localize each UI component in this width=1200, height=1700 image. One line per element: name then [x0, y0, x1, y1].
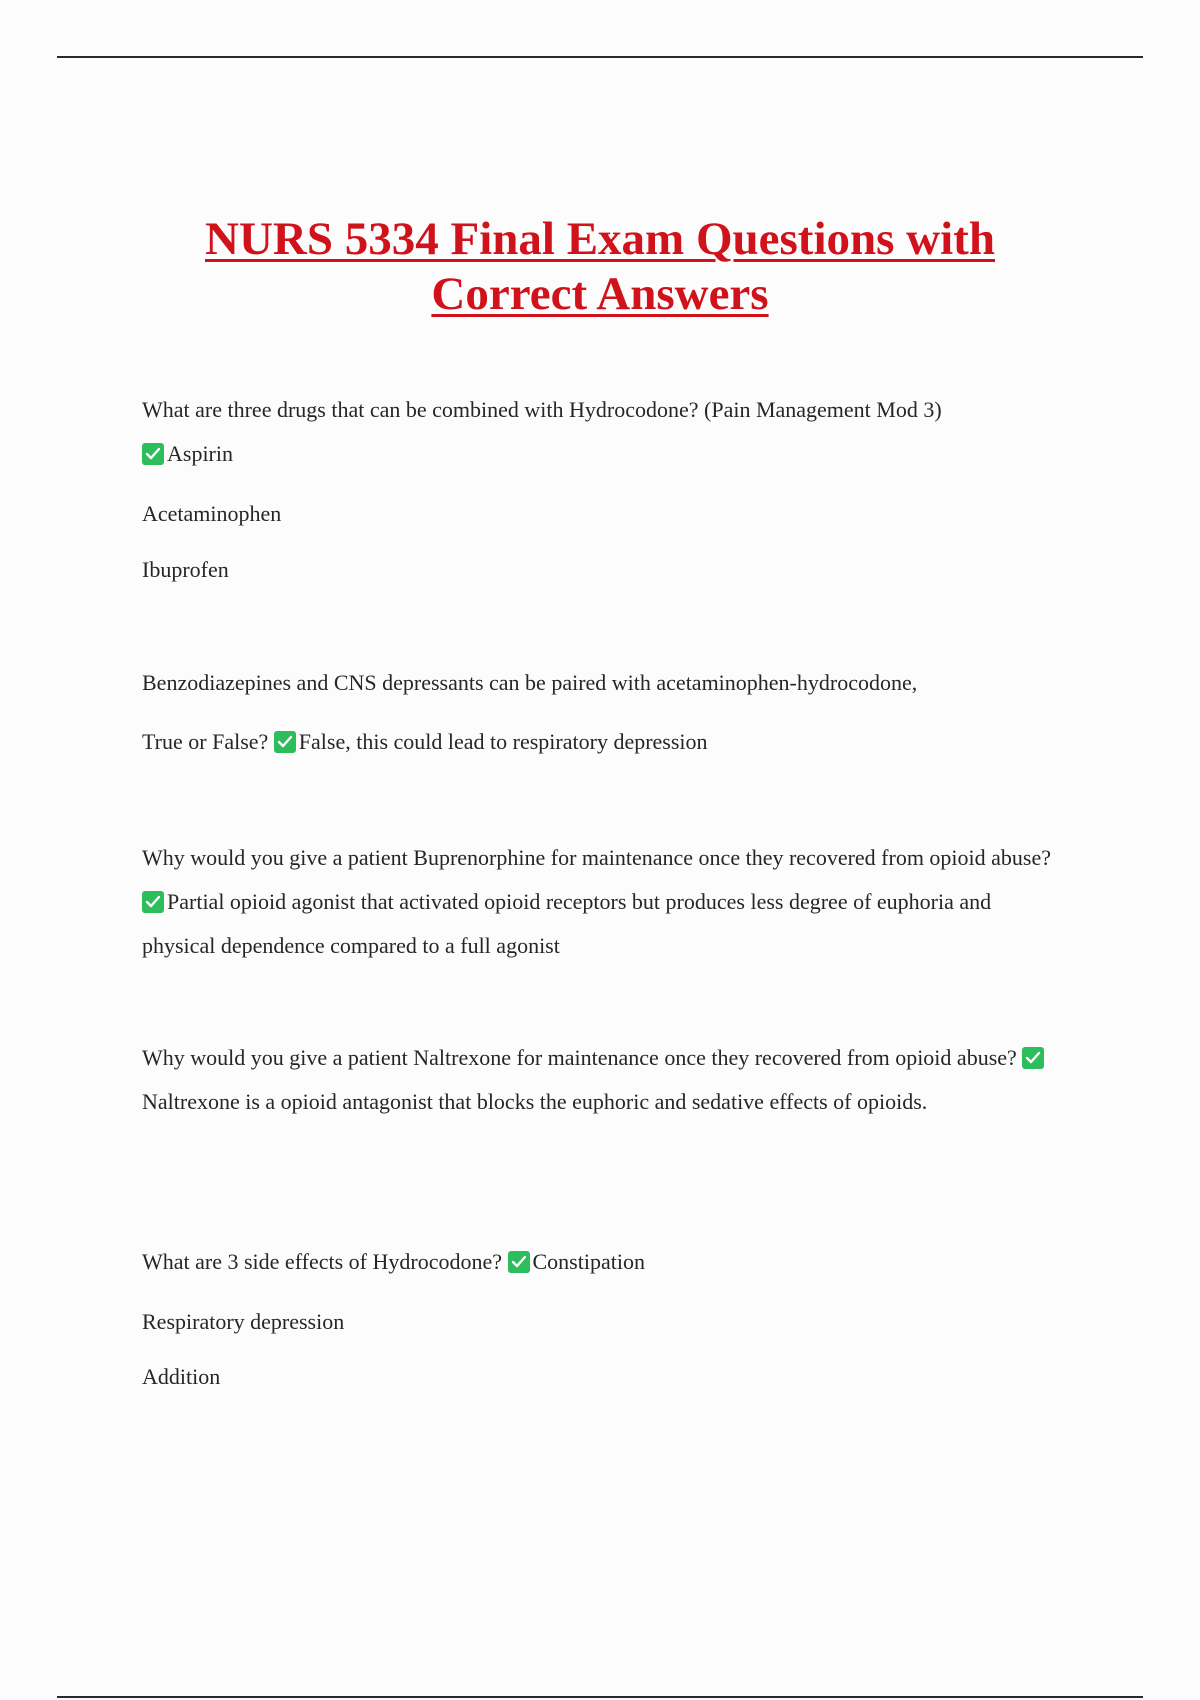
question-text: Why would you give a patient Buprenorphine for maintenance once they recovered from opioid abuse? — [142, 845, 1052, 870]
qa-block-5 — [142, 1240, 1062, 1284]
qa-block-2-answer — [142, 720, 1062, 764]
qa-block-1 — [142, 388, 1062, 476]
answer-extra: Ibuprofen — [142, 557, 229, 582]
title-line-1: NURS 5334 Final Exam Questions with — [205, 213, 995, 265]
qa-block-3 — [142, 836, 1062, 968]
question-text: Benzodiazepines and CNS depressants can be paired with acetaminophen-hydrocodone, — [142, 670, 918, 695]
question-text: Why would you give a patient Naltrexone for maintenance once they recovered from opioid abuse? — [142, 1045, 1017, 1070]
answer-extra: Respiratory depression — [142, 1309, 345, 1334]
qa-block-2 — [142, 661, 1062, 705]
title-line-2: Correct Answers — [431, 268, 769, 320]
document-title — [150, 212, 1050, 322]
answer-text: Constipation — [532, 1249, 645, 1274]
top-rule — [57, 56, 1143, 58]
check-box-icon — [1022, 1047, 1044, 1069]
question-text: What are 3 side effects of Hydrocodone? — [142, 1249, 502, 1274]
answer-text: Aspirin — [167, 441, 233, 466]
answer-extra: Acetaminophen — [142, 501, 282, 526]
question-text: True or False? — [142, 729, 269, 754]
answer-extra: Addition — [142, 1364, 221, 1389]
check-box-icon — [142, 891, 164, 913]
bottom-rule — [57, 1696, 1143, 1698]
answer-text: Partial opioid agonist that activated opioid receptors but produces less degree of euphoria and physical dependence compared to a full agonist — [142, 889, 992, 958]
answer-text: False, this could lead to respiratory depression — [298, 729, 708, 754]
answer-text: Naltrexone is a opioid antagonist that blocks the euphoric and sedative effects of opioids. — [142, 1089, 928, 1114]
qa-block-4 — [142, 1036, 1062, 1124]
check-box-icon — [508, 1251, 530, 1273]
check-box-icon — [274, 731, 296, 753]
question-text: What are three drugs that can be combined with Hydrocodone? (Pain Management Mod 3) — [142, 397, 942, 422]
check-box-icon — [142, 443, 164, 465]
